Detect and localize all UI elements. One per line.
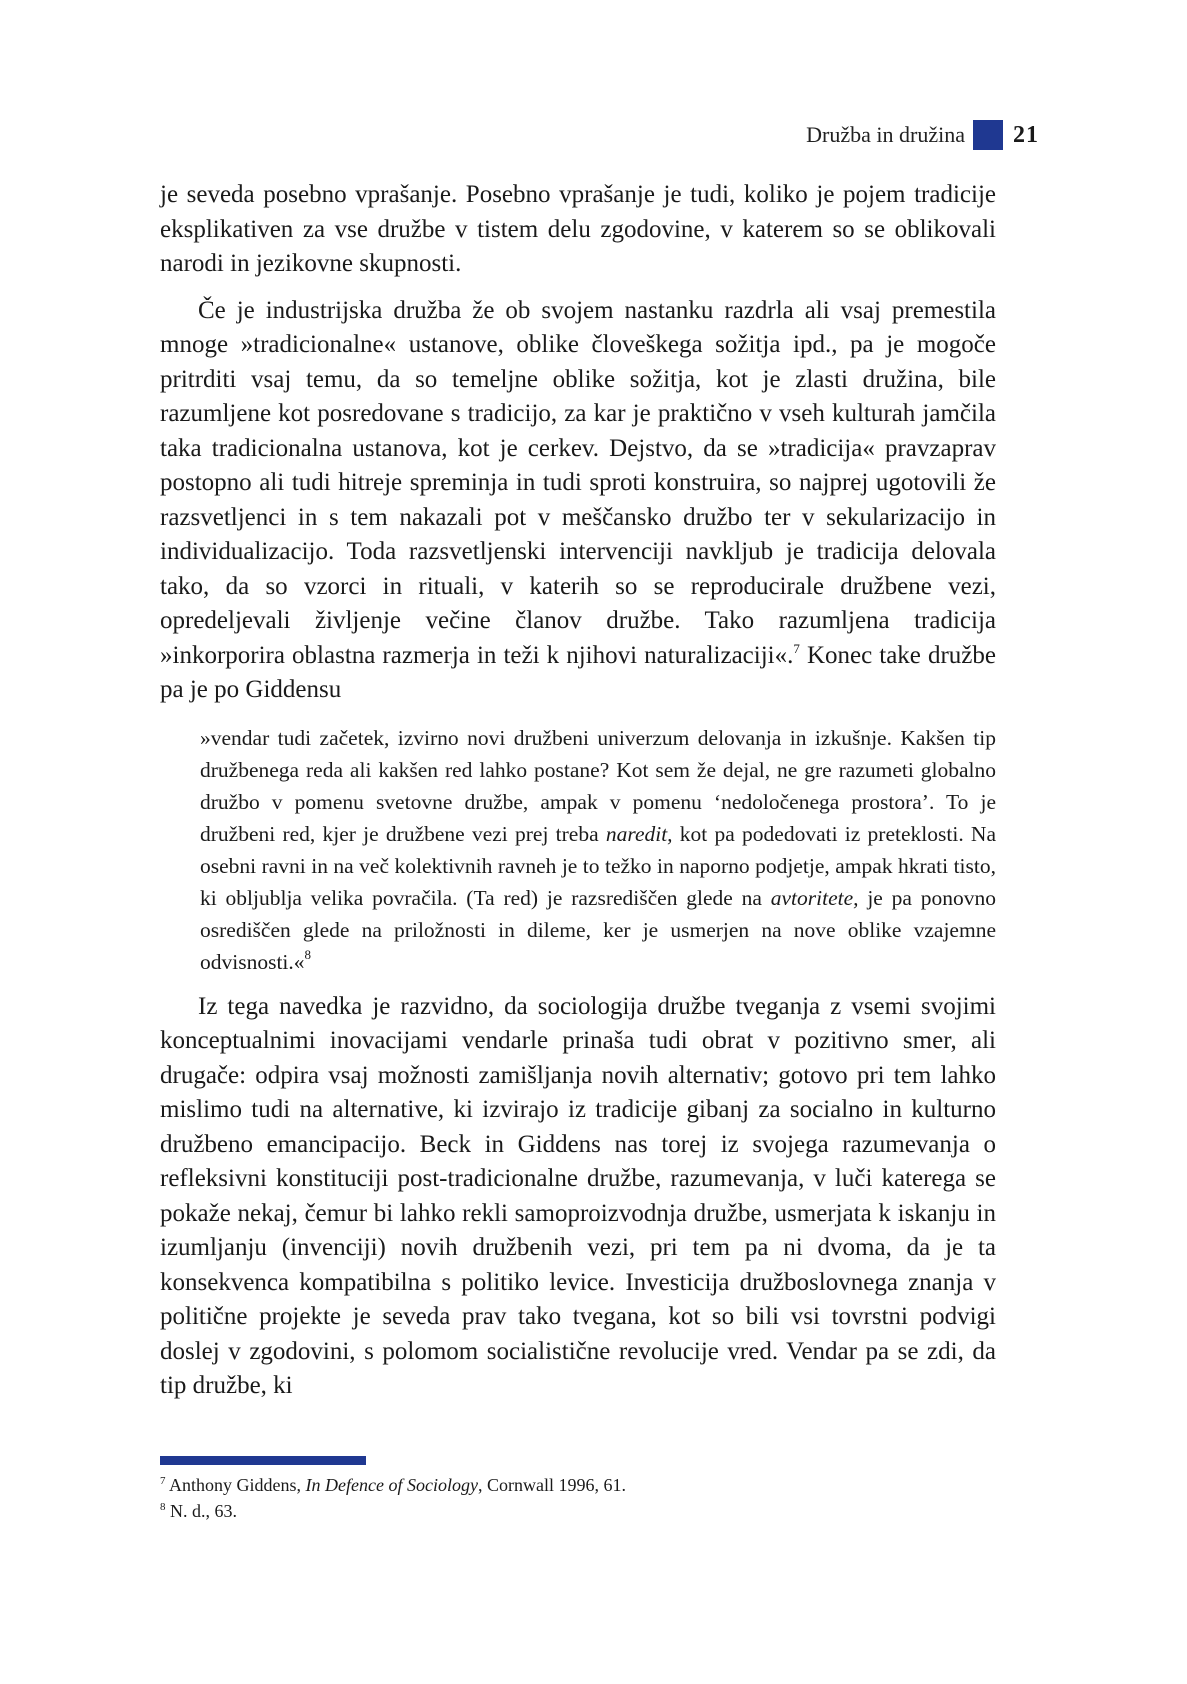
quote-emphasis-1: naredit,	[605, 821, 673, 846]
footnote-number: 8	[160, 1501, 166, 1513]
footnote-ref-8: 8	[304, 946, 312, 962]
quote-part-2: kot pa podedovati iz preteklosti. Na osebni ravni in na več kolektivnih ravneh je to težko in naporno podjetje, ampak hkrati tisto, ki obljublja velika povračila. (Ta red) je razsrediščen glede na	[200, 821, 996, 910]
footnotes	[160, 1472, 626, 1524]
footnote-ref-7: 7	[793, 640, 800, 656]
quote-part-1: »vendar tudi začetek, izvirno novi družbeni univerzum delovanja in izkušnje. Kakšen tip družbenega reda ali kakšen red lahko postane? Kot sem že dejal, ne gre razumeti globalno družbo v pomenu svetovne družbe, ampak v pomenu ‘nedoločenega prostora’. To je družbeni red, kjer je družbene vezi prej treba	[200, 725, 996, 846]
block-quote	[200, 722, 996, 978]
footnote-citation: , Cornwall 1996, 61.	[477, 1475, 626, 1495]
paragraph-2	[160, 294, 996, 708]
page-number: 21	[1013, 121, 1039, 148]
footnote-8	[160, 1498, 626, 1524]
main-text	[160, 178, 996, 1404]
quote-emphasis-2: avtoritete,	[770, 885, 859, 910]
running-title: Družba in družina	[806, 122, 965, 147]
running-header	[806, 118, 1039, 152]
footnote-author: Anthony Giddens,	[169, 1475, 306, 1495]
paragraph-2-text: Če je industrijska družba že ob svojem nastanku razdrla ali vsaj premestila mnoge »tradicionalne« ustanove, oblike človeškega sožitja ipd., pa je mogoče pritrditi vsaj temu, da so temeljne oblike sožitja, kot je zlasti družina, bile razumljene kot posredovane s tradicijo, za kar je praktično v vseh kulturah jamčila taka tradicionalna ustanova, kot je cerkev. Dejstvo, da se »tradicija« pravzaprav postopno ali tudi hitreje spreminja in tudi sproti konstruira, so najprej ugotovili že razsvetljenci in s tem nakazali pot v meščansko družbo ter v sekularizacijo in individualizacijo. Toda razsvetljenski intervenciji navkljub je tradicija delovala tako, da so vzorci in rituali, v katerih so se reproducirale družbene vezi, opredeljevali življenje večine članov družbe. Tako razumljena tradicija »inkorporira oblastna razmerja in teži k njihovi naturalizaciji«.	[160, 296, 996, 669]
footnote-number: 7	[160, 1475, 166, 1487]
footnote-text: N. d., 63.	[170, 1501, 237, 1521]
footnote-book-title: In Defence of Sociology	[305, 1475, 478, 1495]
header-accent-square	[973, 120, 1003, 150]
paragraph-3: Iz tega navedka je razvidno, da sociologija družbe tveganja z vsemi svojimi konceptualnimi inovacijami vendarle prinaša tudi obrat v pozitivno smer, ali drugače: odpira vsaj možnosti zamišljanja novih alternativ; gotovo pri tem lahko mislimo tudi na alternative, ki izvirajo iz tradicije gibanj za socialno in kulturno družbeno emancipacijo. Beck in Giddens nas torej iz svojega razumevanja o refleksivni konstituciji post-tradicionalne družbe, razumevanja, v luči katerega se pokaže nekaj, čemur bi lahko rekli samoproizvodnja družbe, usmerjata k iskanju in izumljanju (invenciji) novih družbenih vezi, pri tem pa ni dvoma, da je ta konsekvenca kompatibilna s politiko levice. Investicija družboslovnega znanja v politične projekte je seveda prav tako tvegana, kot so bili vsi tovrstni podvigi doslej v zgodovini, s polomom socialistične revolucije vred. Vendar pa se zdi, da tip družbe, ki	[160, 992, 996, 1399]
footnote-rule	[160, 1456, 366, 1465]
paragraph-2-tail: Konec take družbe pa je po Giddensu	[160, 641, 996, 703]
quote-part-3: je pa ponovno osrediščen glede na priložnosti in dileme, ker je usmerjen na nove oblike vzajemne odvisnosti.«	[200, 885, 996, 974]
paragraph-1: je seveda posebno vprašanje. Posebno vprašanje je tudi, koliko je pojem tradicije eksplikativen za vse družbe v tistem delu zgodovine, v katerem so se oblikovali narodi in jezikovne skupnosti.	[160, 181, 996, 277]
footnote-7	[160, 1472, 626, 1498]
